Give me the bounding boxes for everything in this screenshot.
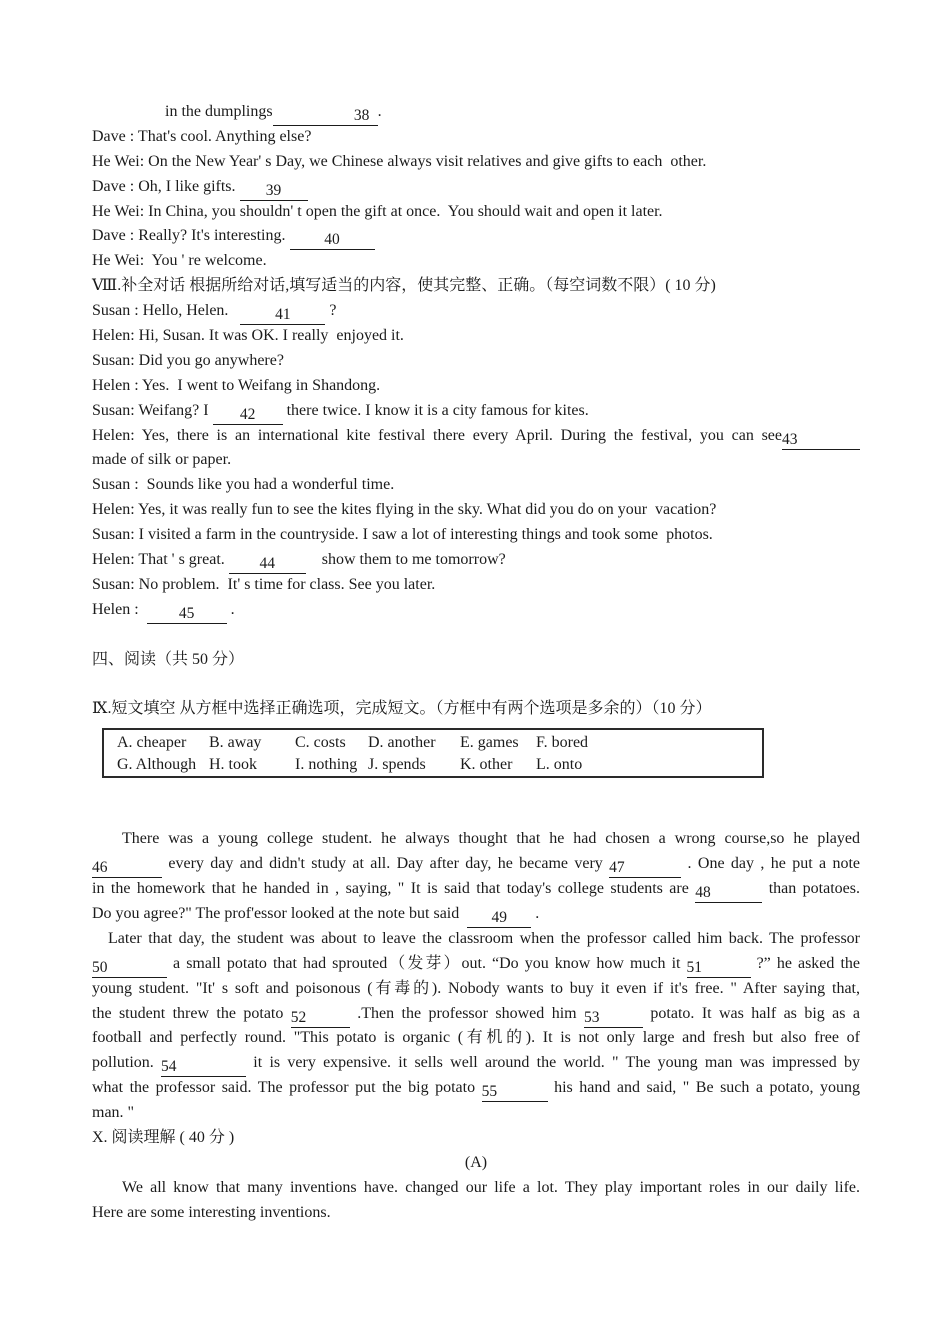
word-bank-row-2 [117,754,762,776]
word-bank-option: E. games [460,734,519,752]
answer-blank-51: 51 [687,959,751,978]
answer-blank-43: 43 [782,431,860,450]
text-line: man. " [92,1104,135,1122]
text-line: Helen: That ' s great. 44 show them to me tomorrow? [92,551,506,573]
text-line: Dave : That's cool. Anything else? [92,127,312,145]
text-line: Helen: Hi, Susan. It was OK. I really enjoyed it. [92,327,404,345]
answer-blank-42: 42 [213,406,283,425]
text-line: Helen: Yes, it was really fun to see the kites flying in the sky. What did you do on your vacation? [92,501,717,519]
text-line: in the dumplings 38 . [165,103,382,124]
text-line: in the homework that he handed in , saying, " It is said that today's college students are 48 than potatoes. [92,880,860,902]
text-line: Helen : 45 . [92,600,235,622]
answer-blank-41: 41 [240,306,325,325]
answer-blank-54: 54 [161,1058,246,1077]
text-line: Susan : Sounds like you had a wonderful time. [92,476,395,494]
text-line: Here are some interesting inventions. [92,1203,331,1221]
word-bank-option: G. Although [117,756,197,774]
answer-blank-53: 53 [584,1009,643,1028]
text-line: Helen: Yes, there is an international kite festival there every April. During the festival, you can see43 [92,424,860,449]
word-bank-option: L. onto [536,756,583,774]
text-line: He Wei: You ' re welcome. [92,252,267,270]
word-bank-option: D. another [368,734,436,752]
section-viii-heading: Ⅷ.补全对话 根据所给对话,填写适当的内容，使其完整、正确。（每空词数不限）( 10 分) [92,277,716,295]
text-line: the student threw the potato 52 .Then the professor showed him 53 potato. It was half as big as a [92,1004,861,1026]
cloze-and-reading-block [92,827,860,1225]
answer-blank-48: 48 [695,884,762,903]
text-line: Susan: No problem. It' s time for class. See you later. [92,575,436,593]
section-ix-heading: Ⅸ.短文填空 从方框中选择正确选项，完成短文。（方框中有两个选项是多余的）（10 分） [92,700,712,718]
text-line: pollution. 54 it is very expensive. it sells well around the world. " The young man was impressed by [92,1054,861,1076]
word-bank-option: K. other [460,756,513,774]
text-line: Susan: Weifang? I 42 there twice. I know it is a city famous for kites. [92,401,589,423]
word-bank-option: B. away [209,734,262,752]
word-bank-option: I. nothing [295,756,358,774]
text-line: Later that day, the student was about to leave the classroom when the professor called him back. The professor [108,929,860,947]
word-bank-option: H. took [209,756,257,774]
text-line: 46 every day and didn't study at all. Day after day, he became very 47 . One day , he put a note [92,855,861,877]
text-line: Helen : Yes. I went to Weifang in Shandong. [92,376,381,394]
text-line: He Wei: On the New Year' s Day, we Chinese always visit relatives and give gifts to each other. [92,152,707,170]
text-line: Susan: Did you go anywhere? [92,351,284,369]
text-line: We all know that many inventions have. changed our life a lot. They play important roles in our daily life. [122,1178,860,1196]
text-line: Do you agree?" The prof'essor looked at the note but said 49 . [92,904,540,926]
text-line: football and perfectly round. "This potato is organic (有机的). It is not only large and fresh but also free of [92,1029,860,1047]
passage-a-label: (A) [464,1153,488,1171]
text-line: Susan: I visited a farm in the countryside. I saw a lot of interesting things and took some photos. [92,526,713,544]
answer-blank-44: 44 [229,555,306,574]
answer-blank-52: 52 [291,1009,350,1028]
text-line: There was a young college student. he always thought that he had chosen a wrong course,so he played [122,830,860,848]
text-line: Susan : Hello, Helen. 41 ? [92,302,337,324]
section-4-heading: 四、阅读（共 50 分） [92,650,245,668]
text-line: what the professor said. The professor put the big potato 55 his hand and said, " Be such a potato, young [92,1079,861,1101]
text-line: made of silk or paper. [92,451,232,469]
word-bank-option: A. cheaper [117,734,187,752]
answer-blank-40: 40 [290,231,375,250]
word-bank-option: J. spends [368,756,426,774]
text-line: He Wei: In China, you shouldn' t open the gift at once. You should wait and open it later. [92,202,663,220]
text-line: Dave : Oh, I like gifts. 39 [92,175,860,200]
text-line: 50 a small potato that had sprouted（发芽）out. “Do you know how much it 51 ?” he asked the [92,954,860,976]
word-bank-option: F. bored [536,734,589,752]
text-line [92,623,860,648]
answer-blank-38: 38 [273,107,378,126]
word-bank-row-1 [117,732,762,754]
text-line [92,672,860,697]
text-line: Dave : Really? It's interesting. 40 [92,224,860,249]
answer-blank-49: 49 [467,909,531,928]
answer-blank-46: 46 [92,859,162,878]
section-x-heading: X. 阅读理解 ( 40 分 ) [92,1128,235,1146]
dialogue-and-headings-block [92,100,860,722]
answer-blank-47: 47 [609,859,681,878]
text-line: young student. "It' s soft and poisonous (有毒的). Nobody wants to buy it even if it's free. " After saying that, [92,979,860,997]
answer-blank-55: 55 [482,1083,548,1102]
word-bank-box [102,728,764,778]
word-bank-option: C. costs [295,734,346,752]
answer-blank-50: 50 [92,959,167,978]
answer-blank-39: 39 [240,182,308,201]
answer-blank-45: 45 [147,605,227,624]
